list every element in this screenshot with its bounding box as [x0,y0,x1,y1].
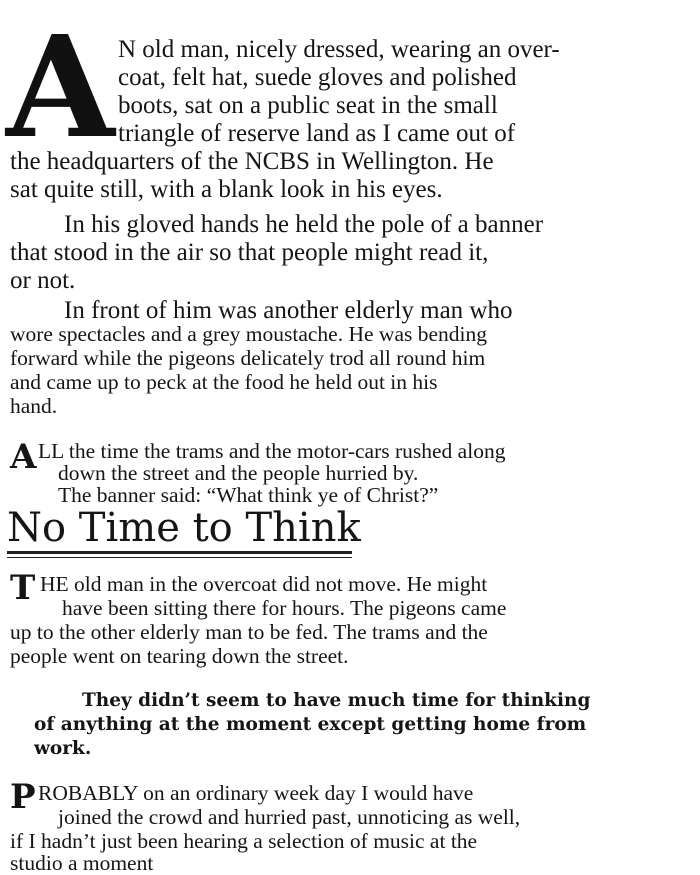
subheading: No Time to Think [7,505,361,551]
p4-line-1: LL the time the trams and the motor-cars rushed along [38,439,506,463]
p3-line-4: and came up to peck at the food he held out in his [10,370,438,394]
pullquote-line-3: work. [34,738,92,759]
p3-line-3: forward while the pigeons delicately trod all round him [10,346,486,370]
pullquote-line-2: of anything at the moment except getting home from [34,714,587,735]
p6-line-3: if I hadn’t just been hearing a selection of music at the [10,829,478,853]
drop-cap-letter: A [6,6,115,170]
p6-line-2: joined the crowd and hurried past, unnoticing as well, [58,805,521,829]
initial-letter-p: P [10,777,36,817]
p1-line-5: the headquarters of the NCBS in Wellington. He [10,148,494,175]
p2-line-3: or not. [10,267,76,294]
p6-line-1: ROBABLY on an ordinary week day I would have [38,781,474,805]
subheading-rule-thin [7,557,352,558]
p5-line-1: HE old man in the overcoat did not move. He might [40,572,488,596]
p3-line-5: hand. [10,394,58,418]
p1-line-1: N old man, nicely dressed, wearing an over- [118,36,560,63]
p5-line-3: up to the other elderly man to be fed. The trams and the [10,620,488,644]
p4-line-3: The banner said: “What think ye of Christ?” [58,483,439,507]
p2-line-2: that stood in the air so that people might read it, [10,239,489,266]
p1-line-4: triangle of reserve land as I came out of [118,120,516,147]
p3-line-2: wore spectacles and a grey moustache. He was bending [10,322,487,346]
p4-line-2: down the street and the people hurried by. [58,461,419,485]
initial-letter-t: T [10,568,36,608]
subheading-rule [7,551,352,554]
p5-line-2: have been sitting there for hours. The pigeons came [62,596,507,620]
p6-line-4: studio a moment [10,851,154,875]
p5-line-4: people went on tearing down the street. [10,644,349,668]
p1-line-6: sat quite still, with a blank look in his eyes. [10,176,443,203]
pullquote-line-1: They didn’t seem to have much time for thinking [82,690,591,711]
p2-line-1: In his gloved hands he held the pole of a banner [64,211,544,238]
p1-line-2: coat, felt hat, suede gloves and polished [118,64,517,91]
p3-line-1: In front of him was another elderly man who [64,297,513,324]
initial-letter-a: A [10,437,37,477]
p1-line-3: boots, sat on a public seat in the small [118,92,498,119]
